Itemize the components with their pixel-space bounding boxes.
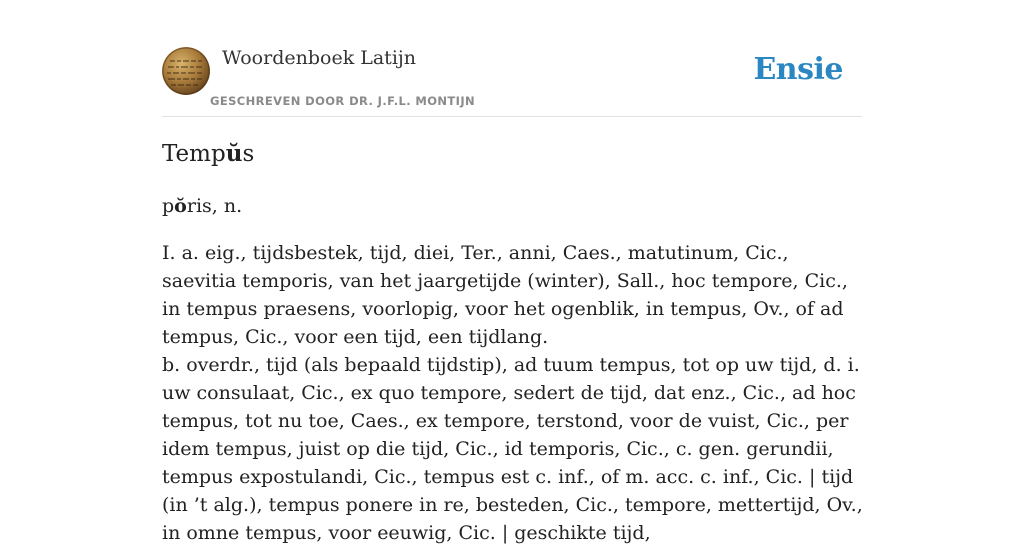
book-logo-icon[interactable] xyxy=(162,47,210,95)
author-line[interactable]: GESCHREVEN DOOR DR. J.F.L. MONTIJN xyxy=(210,94,476,108)
definition-paragraph: I. a. eig., tijdsbestek, tijd, diei, Ter., anni, Caes., matutinum, Cic., saevitia temporis, van het jaargetijde (winter), Sall., hoc tempore, Cic., in tempus praesens, voorlopig, voor het ogenblik, in tempus, Ov., of ad tempus, Cic., voor een tijd, een tijdlang. xyxy=(162,242,848,348)
book-header xyxy=(162,46,862,117)
entry-forms-prefix: p xyxy=(162,195,175,217)
entry-forms-suffix: ris, n. xyxy=(186,195,243,217)
entry-title-suffix: s xyxy=(242,141,255,167)
definition-paragraph: b. overdr., tijd (als bepaald tijdstip), ad tuum tempus, tot op uw tijd, d. i. uw consulaat, Cic., ex quo tempore, sedert de tijd, dat enz., Cic., ad hoc tempus, tot nu toe, Caes., ex tempore, terstond, voor de vuist, Cic., per idem tempus, juist op die tijd, Cic., id temporis, Cic., c. gen. gerundii, tempus expostulandi, Cic., tempus est c. inf., of m. acc. c. inf., Cic. | tijd (in ’t alg.), tempus ponere in re, besteden, Cic., tempore, mettertijd, Ov., in omne tempus, voor eeuwig, Cic. | geschikte tijd, xyxy=(162,354,863,544)
entry-title-prefix: Temp xyxy=(162,141,226,167)
ensie-logo[interactable]: Ensie xyxy=(753,52,843,87)
entry-title xyxy=(162,139,254,169)
entry-definition xyxy=(162,239,864,547)
entry-forms xyxy=(162,193,242,219)
entry-forms-accent: ŏ xyxy=(174,195,187,217)
book-title[interactable]: Woordenboek Latijn xyxy=(222,47,417,69)
entry-title-accent: ŭ xyxy=(225,140,243,167)
